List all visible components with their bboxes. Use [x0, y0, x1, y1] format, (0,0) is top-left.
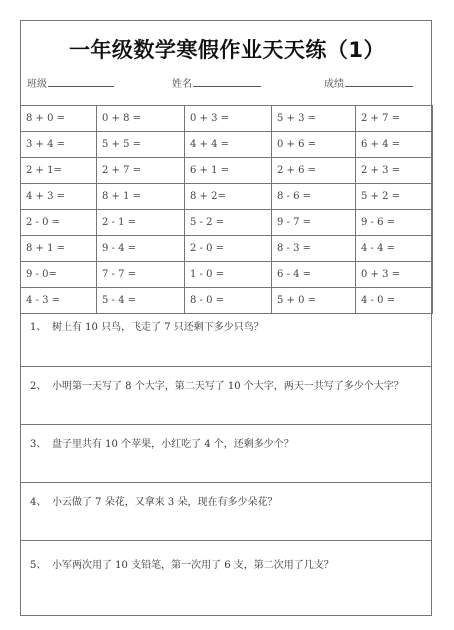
problem-cell: 5 + 5 =: [97, 132, 185, 158]
problem-cell: 6 + 1 =: [185, 158, 272, 184]
problem-cell: 8 - 6 =: [272, 184, 356, 210]
problem-cell: 5 - 4 =: [97, 288, 185, 314]
problem-cell: 1 - 0 =: [185, 262, 272, 288]
question-number: 3、: [30, 439, 47, 450]
name-label: 姓名: [172, 79, 192, 90]
word-problem-1: [30, 318, 264, 333]
problem-cell: 3 + 4 =: [21, 132, 97, 158]
word-problem-2: [30, 377, 404, 392]
problem-cell: 4 - 0 =: [356, 288, 433, 314]
problem-cell: 8 + 0 =: [21, 106, 97, 132]
problem-row: [21, 132, 433, 158]
question-text: 小云做了 7 朵花，又拿来 3 朵，现在有多少朵花？: [52, 497, 278, 508]
problem-cell: 4 + 4 =: [185, 132, 272, 158]
problem-cell: 6 + 4 =: [356, 132, 433, 158]
score-field: [324, 75, 413, 90]
problem-row: [21, 288, 433, 314]
problem-cell: 5 + 2 =: [356, 184, 433, 210]
problem-cell: 9 - 7 =: [272, 210, 356, 236]
score-label: 成绩: [324, 79, 344, 90]
problem-cell: 0 + 8 =: [97, 106, 185, 132]
arithmetic-grid: [20, 105, 433, 314]
problem-cell: 9 - 6 =: [356, 210, 433, 236]
problem-row: [21, 262, 433, 288]
name-blank-line: [193, 76, 261, 87]
problem-row: [21, 210, 433, 236]
problem-cell: 2 + 7 =: [356, 106, 433, 132]
problem-cell: 8 - 0 =: [185, 288, 272, 314]
problem-row: [21, 236, 433, 262]
problem-cell: 2 + 3 =: [356, 158, 433, 184]
problem-row: [21, 184, 433, 210]
problem-cell: 2 + 1=: [21, 158, 97, 184]
question-number: 1、: [30, 322, 47, 333]
problem-cell: 2 + 7 =: [97, 158, 185, 184]
problem-cell: 5 + 3 =: [272, 106, 356, 132]
question-text: 盘子里共有 10 个苹果，小红吃了 4 个，还剩多少个？: [52, 439, 294, 450]
problem-cell: 9 - 0=: [21, 262, 97, 288]
worksheet-title: 一年级数学寒假作业天天练（1）: [68, 38, 386, 62]
class-field: [27, 75, 114, 90]
question-number: 4、: [30, 497, 47, 508]
problem-cell: 6 - 4 =: [272, 262, 356, 288]
problem-cell: 8 - 3 =: [272, 236, 356, 262]
problem-cell: 8 + 1 =: [97, 184, 185, 210]
word-problem-5: [30, 556, 334, 571]
question-divider: [20, 424, 432, 425]
problem-cell: 0 + 3 =: [356, 262, 433, 288]
problem-cell: 4 - 4 =: [356, 236, 433, 262]
problem-cell: 5 + 0 =: [272, 288, 356, 314]
class-label: 班级: [27, 79, 47, 90]
problem-cell: 2 - 0 =: [185, 236, 272, 262]
problem-cell: 2 + 6 =: [272, 158, 356, 184]
question-text: 树上有 10 只鸟，飞走了 7 只还剩下多少只鸟？: [52, 322, 264, 333]
problem-cell: 9 - 4 =: [97, 236, 185, 262]
class-blank-line: [48, 76, 114, 87]
problem-cell: 0 + 6 =: [272, 132, 356, 158]
problem-cell: 4 - 3 =: [21, 288, 97, 314]
question-number: 2、: [30, 381, 47, 392]
question-text: 小明第一天写了 8 个大字，第二天写了 10 个大字，两天一共写了多少个大字？: [52, 381, 404, 392]
problem-cell: 2 - 0 =: [21, 210, 97, 236]
problem-cell: 0 + 3 =: [185, 106, 272, 132]
score-blank-line: [345, 76, 413, 87]
problem-cell: 4 + 3 =: [21, 184, 97, 210]
name-field: [172, 75, 261, 90]
question-divider: [20, 482, 432, 483]
problem-cell: 8 + 2=: [185, 184, 272, 210]
question-divider: [20, 366, 432, 367]
word-problem-4: [30, 493, 277, 508]
problem-cell: 5 - 2 =: [185, 210, 272, 236]
question-text: 小军两次用了 10 支铅笔，第一次用了 6 支，第二次用了几支？: [52, 560, 334, 571]
problem-row: [21, 106, 433, 132]
question-divider: [20, 540, 432, 541]
problem-cell: 7 - 7 =: [97, 262, 185, 288]
word-problem-3: [30, 435, 294, 450]
question-number: 5、: [30, 560, 47, 571]
problem-cell: 8 + 1 =: [21, 236, 97, 262]
problem-row: [21, 158, 433, 184]
problem-cell: 2 - 1 =: [97, 210, 185, 236]
